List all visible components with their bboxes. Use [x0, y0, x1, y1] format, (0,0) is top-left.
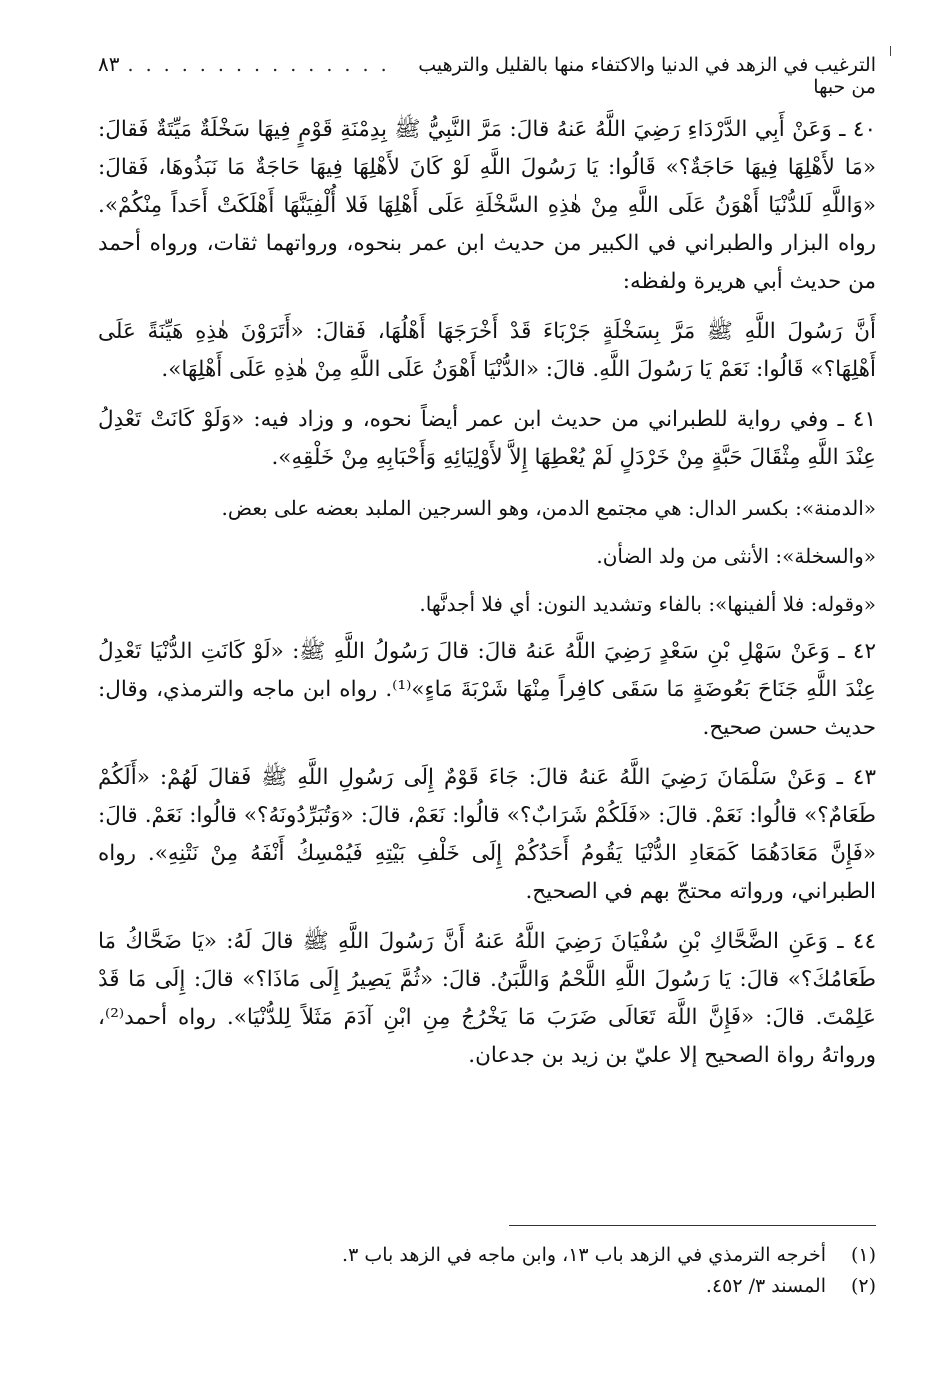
footnote-number: (١): [850, 1244, 876, 1266]
footnote-rule: [509, 1225, 876, 1226]
hadith-40: ٤٠ ـ وَعَنْ أَبِي الدَّرْدَاءِ رَضِيَ اللَّهُ عَنهُ قالَ: مَرَّ النَّبِيُّ ﷺ بِدِمْنَةِ قَوْمٍ فِيهَا سَخْلَةٌ مَيِّتَةٌ فَقالَ: «مَا لأَهْلِهَا فِيهَا حَاجَةٌ؟» قَالُوا: يَا رَسُولَ اللَّهِ لَوْ كَانَ لأَهْلِهَا فِيهَا حَاجَةٌ مَا نَبَذُوهَا، فَقالَ: «وَاللَّهِ لَلدُّنْيَا أَهْوَنُ عَلَى اللَّهِ مِنْ هٰذِهِ السَّخْلَةِ عَلَى أَهْلِهَا فَلا أُلْفِيَنَّهَا أَهْلَكَتْ أَحَداً مِنْكُمْ». رواه البزار والطبراني في الكبير من حديث ابن عمر بنحوه، ورواتهما ثقات، ورواه أحمد من حديث أبي هريرة ولفظه:: [98, 117, 876, 294]
footnotes: [98, 1225, 876, 1302]
footnote-number: (٢): [850, 1275, 876, 1297]
footnote-1: [98, 1240, 876, 1271]
running-header: [98, 52, 876, 97]
hadith-43: ٤٣ ـ وَعَنْ سَلْمَانَ رَضِيَ اللَّهُ عَنهُ قالَ: جَاءَ قَوْمٌ إِلَى رَسُولِ اللَّهِ ﷺ فَقالَ لَهُمْ: «أَلَكُمْ طَعَامٌ؟» قالُوا: نَعَمْ. قالَ: «فَلَكُمْ شَرَابٌ؟» قالُوا: نَعَمْ، قالَ: «وَتُبَرِّدُونَهُ؟» قالُوا: نَعَمْ. قالَ: «فَإِنَّ مَعَادَهُمَا كَمَعَادِ الدُّنْيَا يَقُومُ أَحَدُكُمْ إِلَى خَلْفِ بَيْتِهِ فَيُمْسِكُ أَنْفَهُ مِنْ نَتْنِهِ». رواه الطبراني، ورواته محتجّ بهم في الصحيح.: [98, 765, 876, 904]
gloss-dimna: «الدمنة»: بكسر الدال: هي مجتمع الدمن، وهو السرجين الملبد بعضه على بعض.: [221, 496, 876, 520]
hadith-41: ٤١ ـ وفي رواية للطبراني من حديث ابن عمر أيضاً نحوه، و وزاد فيه: «وَلَوْ كَانَتْ تَعْدِلُ عِنْدَ اللَّهِ مِثْقَالَ حَبَّةٍ مِنْ خَرْدَلٍ لَمْ يُعْطِهَا إِلاَّ لأَوْلِيَائِهِ وَأَحْبَابِهِ مِنْ خَلْقِهِ».: [98, 407, 876, 470]
gloss-ulfiyannaha: «وقوله: فلا ألفينها»: بالفاء وتشديد النون: أي فلا أجدنَّها.: [419, 592, 876, 616]
hadith-44: ٤٤ ـ وَعَنِ الضَّحَّاكِ بْنِ سُفْيَانَ رَضِيَ اللَّهُ عَنهُ أَنَّ رَسُولَ اللَّهِ ﷺ قالَ لَهُ: «يَا ضَحَّاكُ مَا طَعَامُكَ؟» قالَ: يَا رَسُولَ اللَّهِ اللَّحْمُ وَاللَّبَنُ. قالَ: «ثُمَّ يَصِيرُ إِلَى مَاذَا؟» قالَ: إِلَى مَا قَدْ عَلِمْتَ. قالَ: «فَإِنَّ اللَّهَ تَعَالَى ضَرَبَ مَا يَخْرُجُ مِنِ ابْنِ آدَمَ مَثَلاً لِلدُّنْيَا». رواه أحمد⁽²⁾، ورواتهُ رواة الصحيح إلا عليّ بن زيد بن جدعان.: [98, 929, 876, 1068]
footnote-text: أخرجه الترمذي في الزهد باب ١٣، وابن ماجه في الزهد باب ٣.: [342, 1244, 826, 1266]
gloss-sakhla: «والسخلة»: الأنثى من ولد الضأن.: [596, 544, 876, 568]
footnote-text: المسند ٣/ ٤٥٢.: [705, 1275, 826, 1297]
header-dots: . . . . . . . . . . . . . . .: [127, 54, 390, 76]
hadith-42: ٤٢ ـ وَعَنْ سَهْلِ بْنِ سَعْدٍ رَضِيَ اللَّهُ عَنهُ قالَ: قالَ رَسُولُ اللَّهِ ﷺ: «لَوْ كَانَتِ الدُّنْيَا تَعْدِلُ عِنْدَ اللَّهِ جَنَاحَ بَعُوضَةٍ مَا سَقَى كافِراً مِنْهَا شَرْبَةَ مَاءٍ»⁽¹⁾. رواه ابن ماجه والترمذي، وقال: حديث حسن صحيح.: [98, 639, 876, 740]
header-title: الترغيب في الزهد في الدنيا والاكتفاء منها بالقليل والترهيب من حبها: [418, 54, 876, 98]
footnote-2: [98, 1271, 876, 1302]
page-body: [98, 52, 876, 1087]
hadith-40-variant: أَنَّ رَسُولَ اللَّهِ ﷺ مَرَّ بِسَخْلَةٍ جَرْبَاءَ قَدْ أَخْرَجَهَا أَهْلُهَا، فَقالَ: «أَتَرَوْنَ هٰذِهِ هَيِّنَةً عَلَى أَهْلِهَا؟» قَالُوا: نَعَمْ يَا رَسُولَ اللَّهِ. قالَ: «الدُّنْيَا أَهْوَنُ عَلَى اللَّهِ مِنْ هٰذِهِ عَلَى أَهْلِهَا».: [98, 319, 876, 382]
page-number: ٨٣: [98, 52, 120, 76]
margin-tick: [890, 46, 891, 56]
